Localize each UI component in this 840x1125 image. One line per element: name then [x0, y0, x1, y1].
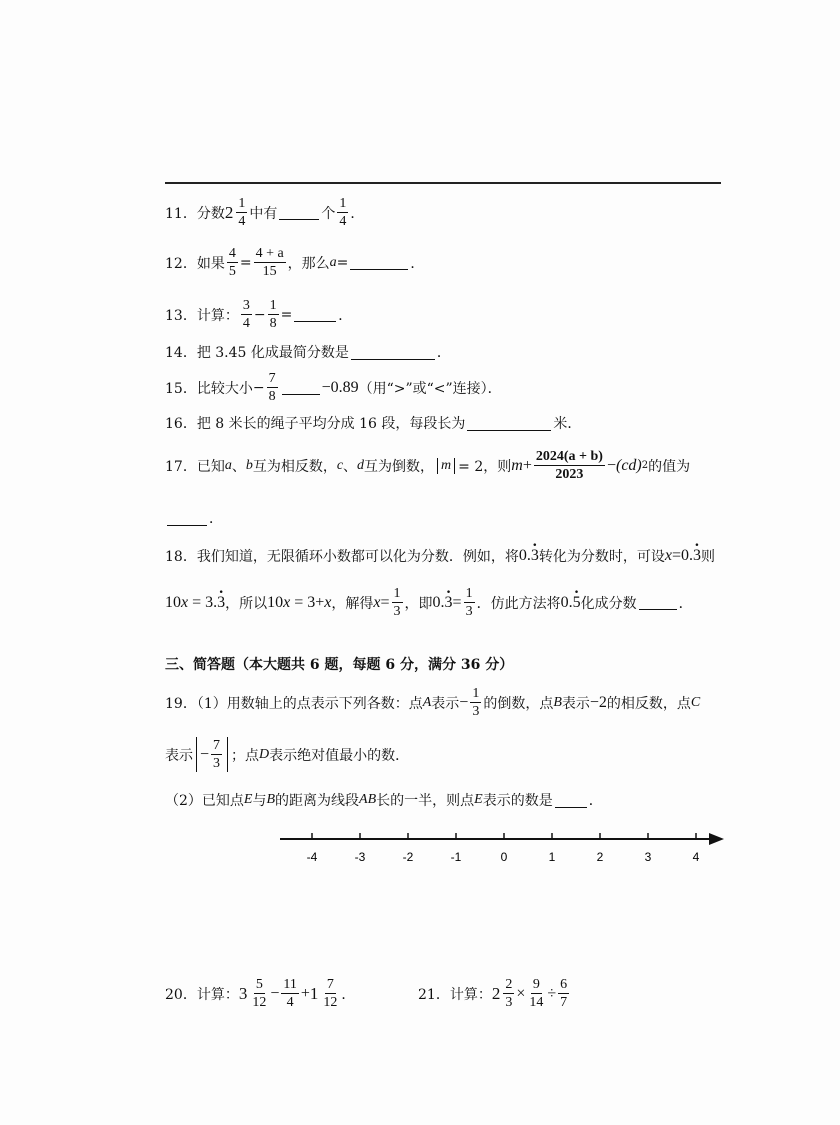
- question-16: [165, 413, 581, 433]
- q12-mid: ，那么: [287, 255, 330, 272]
- q17-square: 2: [641, 460, 649, 471]
- question-18: [165, 546, 715, 566]
- question-20: [165, 976, 355, 1011]
- q19-neg2: −2: [589, 693, 607, 711]
- axis-tick-label: 4: [692, 850, 700, 864]
- q19-fraction-1: $\frac{1}{3}$: [472, 686, 480, 719]
- q20-end: ．: [341, 986, 356, 1003]
- header-rule: [165, 182, 721, 184]
- q18-ie: ，即: [404, 595, 433, 612]
- q18-line1b: 转化为分数时，可设: [538, 549, 665, 565]
- q19-p3a: （2）已知点: [165, 793, 244, 809]
- q18-answer-blank[interactable]: [639, 595, 677, 610]
- q17-sep2: 、: [343, 458, 358, 475]
- section-heading: 三、简答题（本大题共 6 题，每题 6 分，满分 36 分）: [165, 657, 514, 673]
- q14-end: ．: [436, 345, 451, 361]
- q13-op: −: [253, 306, 266, 323]
- q21-op1: ×: [516, 984, 526, 1002]
- q11-mid2: 个: [321, 205, 336, 222]
- q11-end: ．: [350, 205, 365, 222]
- number-line[interactable]: [280, 825, 725, 870]
- q13-fraction-1: $\frac{3}{4}$: [242, 298, 250, 331]
- q19-B: B: [553, 694, 562, 710]
- q15-note: （用“>”或“<”连接）．: [358, 380, 502, 397]
- q19-p1c: 的倒数，点: [483, 695, 554, 712]
- axis-tick-label: -3: [354, 850, 366, 864]
- q19-D: D: [259, 746, 270, 762]
- q17-b: b: [245, 457, 253, 473]
- axis-tick-label: -1: [450, 850, 462, 864]
- q13-fraction-2: $\frac{1}{8}$: [269, 298, 277, 331]
- q14-text: 14．把 3.45 化成最简分数是: [165, 345, 349, 361]
- q18-line1: 18．我们知道，无限循环小数都可以化为分数．例如，将: [165, 549, 519, 565]
- q20-fraction-1: $\frac{5}{12}$: [252, 977, 267, 1010]
- q17-a: a: [224, 457, 232, 473]
- q17-answer-blank[interactable]: [167, 511, 207, 526]
- q21-prefix: 21．计算：: [418, 986, 492, 1003]
- q17-end2: ．: [209, 511, 223, 527]
- q19-AB: AB: [359, 792, 377, 807]
- q21-fraction-3: $\frac{6}{7}$: [560, 977, 568, 1010]
- question-17: [165, 448, 690, 483]
- q19-p1d: 表示: [561, 695, 590, 712]
- q20-op1: −: [270, 984, 280, 1002]
- q15-neg: −: [252, 379, 265, 396]
- q17-fraction: $\frac{2024(a + b)}{2023}$: [535, 449, 603, 482]
- q16-end: 米．: [553, 416, 582, 432]
- q20-whole-3: 1: [309, 983, 319, 1003]
- q17-sep1: 、: [231, 458, 246, 475]
- q18-fraction-1: $\frac{1}{3}$: [393, 586, 401, 619]
- q19-p1b: 表示: [431, 695, 460, 712]
- q12-fraction-1: $\frac{4}{5}$: [228, 246, 236, 279]
- q19-E: E: [243, 792, 253, 807]
- q17-abs-m: m: [437, 458, 455, 474]
- q17-cd: (cd): [615, 456, 642, 474]
- q11-whole: 2: [224, 202, 234, 222]
- q18-imitate: ．仿此方法将: [476, 595, 561, 612]
- axis-tick-label: 3: [644, 850, 652, 864]
- q19-p2c: 表示绝对值最小的数．: [269, 747, 410, 764]
- q14-answer-blank[interactable]: [351, 345, 435, 360]
- q12-fraction-2: $\frac{4 + a}{15}$: [255, 246, 284, 279]
- q20-whole-1: 3: [238, 983, 248, 1003]
- q16-answer-blank[interactable]: [467, 416, 551, 431]
- q18-x2: x: [373, 593, 381, 611]
- q20-fraction-3: $\frac{7}{12}$: [323, 977, 338, 1010]
- q11-prefix: 11．分数: [165, 205, 225, 222]
- q17-c: c: [336, 457, 344, 473]
- q15-fraction: $\frac{7}{8}$: [268, 371, 276, 404]
- q17-text1: 互为相反数，: [252, 458, 337, 475]
- q15-prefix: 15．比较大小: [165, 380, 253, 397]
- q12-eq2: =: [336, 254, 349, 271]
- question-19-part2: [165, 790, 603, 810]
- q20-prefix: 20．计算：: [165, 986, 239, 1003]
- question-18-line2: [165, 585, 693, 620]
- q11-mid: 中有: [249, 205, 278, 222]
- q18-repeating-2: 0.3 ·: [681, 547, 701, 565]
- q19-p3b: 与: [252, 793, 267, 809]
- q21-fraction-1: $\frac{2}{3}$: [505, 977, 513, 1010]
- q18-then: 则: [700, 549, 715, 565]
- q16-prefix: 16．把 8 米长的绳子平均分成 16 段，每段长为: [165, 416, 466, 432]
- q17-prefix: 17．已知: [165, 458, 225, 475]
- q18-repeating-1: 0.3 ·: [519, 547, 539, 565]
- q12-equals: =: [239, 254, 252, 271]
- q19-p3d: 长的一半，则点: [376, 793, 475, 809]
- q18-eq: =: [671, 547, 681, 564]
- q19-E2: E: [474, 792, 483, 807]
- q12-answer-blank[interactable]: [350, 255, 408, 270]
- q18-eq4: =: [452, 593, 462, 611]
- q18-so: ，所以: [225, 595, 268, 612]
- q13-equals: =: [280, 306, 293, 323]
- q17-d: d: [357, 457, 365, 473]
- q19-p2a: 表示: [165, 747, 193, 764]
- q18-solve: ，解得: [331, 595, 374, 612]
- q21-fraction-2: $\frac{9}{14}$: [529, 977, 544, 1010]
- axis-tick-label: 1: [548, 850, 556, 864]
- q19-p2b: ；点: [231, 747, 260, 764]
- question-17-line2: [165, 508, 223, 528]
- axis-tick-label: -4: [306, 850, 318, 864]
- axis-tick-label: 0: [500, 850, 508, 864]
- q11-fraction: $\frac{1}{4}$: [238, 196, 246, 229]
- q20-op2: +: [300, 984, 310, 1002]
- q19-p1e: 的相反数，点: [606, 695, 691, 712]
- q19-p3c: 的距离为线段: [275, 793, 360, 809]
- q12-prefix: 12．如果: [165, 255, 225, 272]
- q17-eq: = 2，则: [458, 458, 512, 475]
- q17-m: m: [511, 456, 523, 474]
- q19-C: C: [690, 694, 701, 710]
- q18-fraction-2: $\frac{1}{3}$: [465, 586, 473, 619]
- q19-p3e: 表示的数是: [482, 793, 553, 809]
- question-19-part1: [165, 685, 700, 720]
- q18-repeating-3: 0.3 ·: [433, 594, 453, 612]
- q18-eq3: =: [380, 593, 390, 611]
- axis-arrow-icon: [709, 833, 724, 845]
- question-14: [165, 342, 451, 362]
- q19-B2: B: [266, 792, 276, 807]
- q19-A: A: [422, 694, 432, 710]
- q18-eq-line: 10x = 3.3 ·: [165, 594, 225, 612]
- question-13: [165, 297, 352, 332]
- q19-end: ．: [588, 793, 603, 809]
- q19-p1a: 19．（1）用数轴上的点表示下列各数：点: [165, 695, 423, 712]
- q12-var: a: [329, 254, 337, 270]
- q17-plus: +: [522, 456, 532, 474]
- q21-op2: ÷: [547, 984, 557, 1002]
- q15-rhs: −0.89: [321, 378, 359, 396]
- question-12: [165, 245, 424, 280]
- q13-prefix: 13．计算：: [165, 307, 239, 324]
- q17-end: 的值为: [648, 458, 691, 475]
- q13-end: ．: [338, 307, 353, 324]
- axis-tick-label: 2: [596, 850, 604, 864]
- q17-text2: 互为倒数，: [364, 458, 435, 475]
- q13-answer-blank[interactable]: [294, 307, 336, 322]
- q11-answer-blank[interactable]: [279, 205, 319, 220]
- q18-convert: 化成分数: [580, 595, 637, 612]
- question-15: [165, 370, 502, 405]
- q18-end: ．: [678, 595, 693, 612]
- question-11: [165, 195, 364, 230]
- q18-repeating-4: 0.5 ·: [561, 594, 581, 612]
- q20-fraction-2: $\frac{11}{4}$: [283, 977, 297, 1010]
- question-21: [418, 976, 571, 1011]
- q19-answer-blank[interactable]: [555, 793, 587, 808]
- q11-fraction-2: $\frac{1}{4}$: [339, 196, 347, 229]
- q18-eq-line-2: 10x = 3+x: [267, 593, 332, 611]
- q17-minus: −: [606, 456, 616, 474]
- q19-neg: −: [459, 693, 469, 711]
- question-19-part1-line2: [165, 737, 409, 772]
- q21-whole-1: 2: [491, 983, 501, 1003]
- q18-x: x: [664, 547, 672, 564]
- q19-abs: − $\frac{7}{3}$: [196, 737, 228, 772]
- axis-tick-label: -2: [402, 850, 414, 864]
- q15-answer-blank[interactable]: [282, 380, 320, 395]
- q12-end: ．: [410, 255, 425, 272]
